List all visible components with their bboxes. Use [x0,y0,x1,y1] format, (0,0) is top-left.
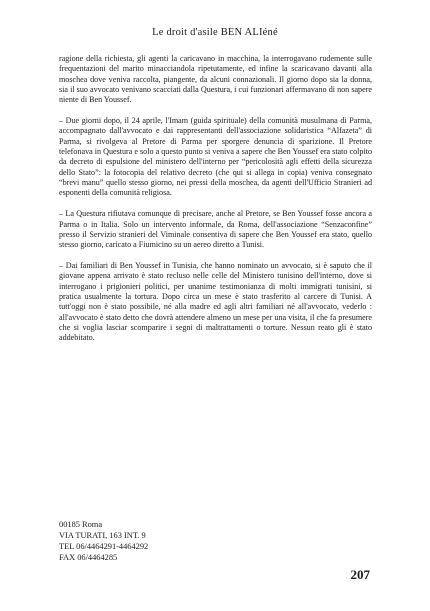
running-title: Le droit d'asile BEN ALIéné [152,27,278,38]
paragraph-1: ragione della richiesta, gli agenti la caricavano in macchina, la interrogavano rudemente sulle frequentazioni del marito minacciandola ripetutamente, ed infine la scaricavano davanti alla moschea dove veniva raccolta, piangente, da alcuni connazionali. Il giorno dopo sia la donna, sia il suo avvocato venivano scacciati dalla Questura, i cui funzionari affermavano di non sapere niente di Ben Youssef. [59,54,372,105]
address-street: VIA TURATI, 163 INT. 9 [59,531,146,540]
address-fax: FAX 06/4464285 [59,553,118,562]
paragraph-4: – Dai familiari di Ben Youssef in Tunisia, che hanno nominato un avvocato, si è saputo che il giovane appena arrivato è stato recluso nelle celle del Ministero tunisino dell'interno, dove si interrogano i prigionieri politici, per unanime testimonianza di molti immigrati tunisini, si pratica usualmente la tortura. Dopo circa un mese è stato trasferito al carcere di Tunisi. A tutt'oggi non è stato possibile, né alla madre ed agli altri familiari né all'avvocato, vederlo : all'avvocato è stato detto che dovrà attendere almeno un mese per una visita, il che fa presumere che si voglia lasciar scomparire i segni di maltrattamenti o torture. Nessun reato gli è stato addebitato. [59,260,372,343]
address-postcode-city: 00185 Roma [59,520,103,529]
body-text [59,54,372,354]
address-block [59,519,259,563]
address-telephone: TEL 06/4464291-4464292 [59,542,149,551]
page-number: 207 [350,567,370,582]
paragraph-2: – Due giorni dopo, il 24 aprile, l'Imam (guida spirituale) della comunità musulmana di Parma, accompagnato dall'avvocato e dai rappresentanti dell'associazione solidaristica “Alfazeta” di Parma, si rivolgeva al Pretore di Parma per sporgere denuncia di sparizione. Il Pretore telefonava in Questura e solo a questo punto si veniva a sapere che Ben Youssef era stato colpito da decreto di espulsione del ministero dell'interno per “pericolosità agli effetti della sicurezza dello Stato”: la fotocopia del relativo decreto (che qui si allega in copia) veniva consegnato “brevi manu” quello stesso giorno, nei pressi della moschea, da agenti dell'Ufficio Stranieri ad esponenti della comunità religiosa. [59,116,372,198]
paragraph-3: – La Questura rifiutava comunque di precisare, anche al Pretore, se Ben Youssef fosse ancora a Parma o in Italia. Solo un intervento informale, da Roma, dell'associazione “Senzaconfine” presso il Servizio stranieri del Viminale consentiva di sapere che Ben Youssef era stato, quello stesso giorno, caricato a Fiumicino su un aereo diretto a Tunisi. [59,209,372,250]
